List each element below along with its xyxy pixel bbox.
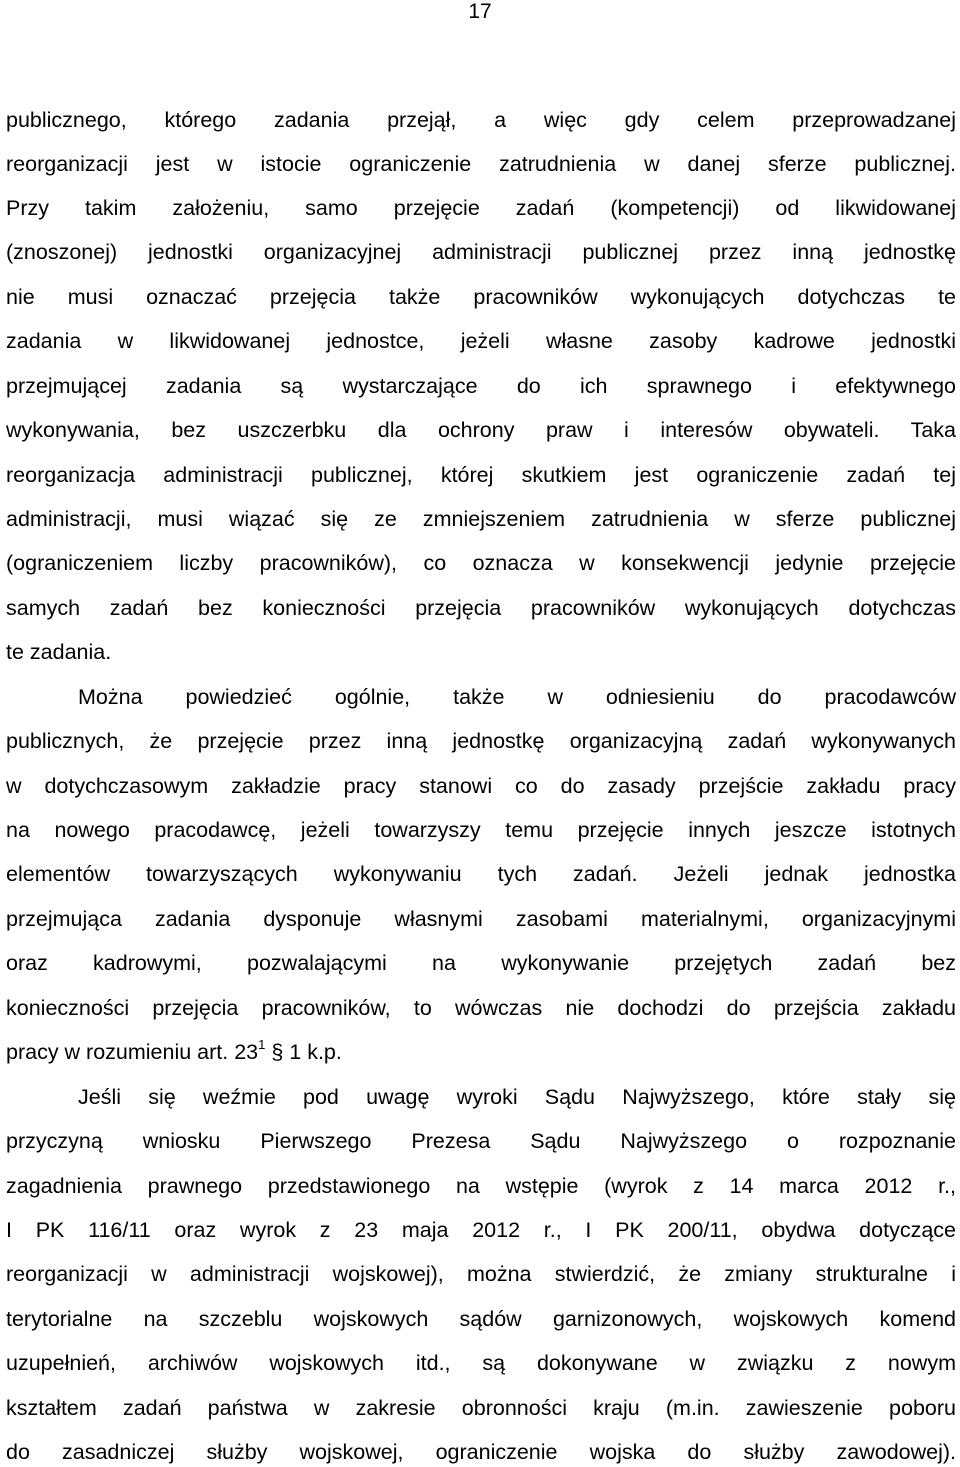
text-line: przyczyną wniosku Pierwszego Prezesa Sądu Najwyższego o rozpoznanie <box>6 1129 956 1153</box>
text-line: konieczności przejęcia pracowników, to wówczas nie dochodzi do przejścia zakładu <box>6 996 956 1020</box>
text-line: przejmującej zadania są wystarczające do ich sprawnego i efektywnego <box>6 374 956 398</box>
text-line: zadania w likwidowanej jednostce, jeżeli własne zasoby kadrowe jednostki <box>6 329 956 353</box>
text-line: przejmująca zadania dysponuje własnymi zasobami materialnymi, organizacyjnymi <box>6 907 956 931</box>
article-reference: pracy w rozumieniu art. 23 <box>6 1040 259 1064</box>
text-line: Można powiedzieć ogólnie, także w odniesieniu do pracodawców <box>78 685 956 709</box>
text-line: administracji, musi wiązać się ze zmniejszeniem zatrudnienia w sferze publicznej <box>6 507 956 531</box>
text-line: terytorialne na szczeblu wojskowych sądów garnizonowych, wojskowych komend <box>6 1307 956 1331</box>
article-paragraph: § 1 k.p. <box>265 1040 342 1064</box>
text-line: I PK 116/11 oraz wyrok z 23 maja 2012 r., I PK 200/11, obydwa dotyczące <box>6 1218 956 1242</box>
text-line: (znoszonej) jednostki organizacyjnej administracji publicznej przez inną jednostkę <box>6 240 956 264</box>
text-line: samych zadań bez konieczności przejęcia pracowników wykonujących dotychczas <box>6 596 956 620</box>
article-superscript: 1 <box>258 1036 266 1052</box>
text-line: nie musi oznaczać przejęcia także pracowników wykonujących dotychczas te <box>6 285 956 309</box>
text-line: Przy takim założeniu, samo przejęcie zadań (kompetencji) od likwidowanej <box>6 196 956 220</box>
text-line: reorganizacji jest w istocie ograniczenie zatrudnienia w danej sferze publicznej. <box>6 152 956 176</box>
text-line: Jeśli się weźmie pod uwagę wyroki Sądu Najwyższego, które stały się <box>78 1085 956 1109</box>
text-line: publicznego, którego zadania przejął, a więc gdy celem przeprowadzanej <box>6 108 956 132</box>
text-line: w dotychczasowym zakładzie pracy stanowi co do zasady przejście zakładu pracy <box>6 774 956 798</box>
page-number: 17 <box>468 0 492 23</box>
text-line: do zasadniczej służby wojskowej, ograniczenie wojska do służby zawodowej). <box>6 1440 956 1464</box>
text-line: reorganizacji w administracji wojskowej), można stwierdzić, że zmiany strukturalne i <box>6 1262 956 1286</box>
text-line: uzupełnień, archiwów wojskowych itd., są dokonywane w związku z nowym <box>6 1351 956 1375</box>
text-line: elementów towarzyszących wykonywaniu tych zadań. Jeżeli jednak jednostka <box>6 862 956 886</box>
text-line: na nowego pracodawcę, jeżeli towarzyszy temu przejęcie innych jeszcze istotnych <box>6 818 956 842</box>
text-line: zagadnienia prawnego przedstawionego na wstępie (wyrok z 14 marca 2012 r., <box>6 1174 956 1198</box>
text-line: wykonywania, bez uszczerbku dla ochrony praw i interesów obywateli. Taka <box>6 418 956 442</box>
text-line: oraz kadrowymi, pozwalającymi na wykonywanie przejętych zadań bez <box>6 951 956 975</box>
text-line-article <box>6 1038 956 1066</box>
text-line: publicznych, że przejęcie przez inną jednostkę organizacyjną zadań wykonywanych <box>6 729 956 753</box>
text-line: kształtem zadań państwa w zakresie obronności kraju (m.in. zawieszenie poboru <box>6 1396 956 1420</box>
text-line: (ograniczeniem liczby pracowników), co oznacza w konsekwencji jedynie przejęcie <box>6 551 956 575</box>
text-line: reorganizacja administracji publicznej, której skutkiem jest ograniczenie zadań tej <box>6 463 956 487</box>
text-line: te zadania. <box>6 640 112 664</box>
